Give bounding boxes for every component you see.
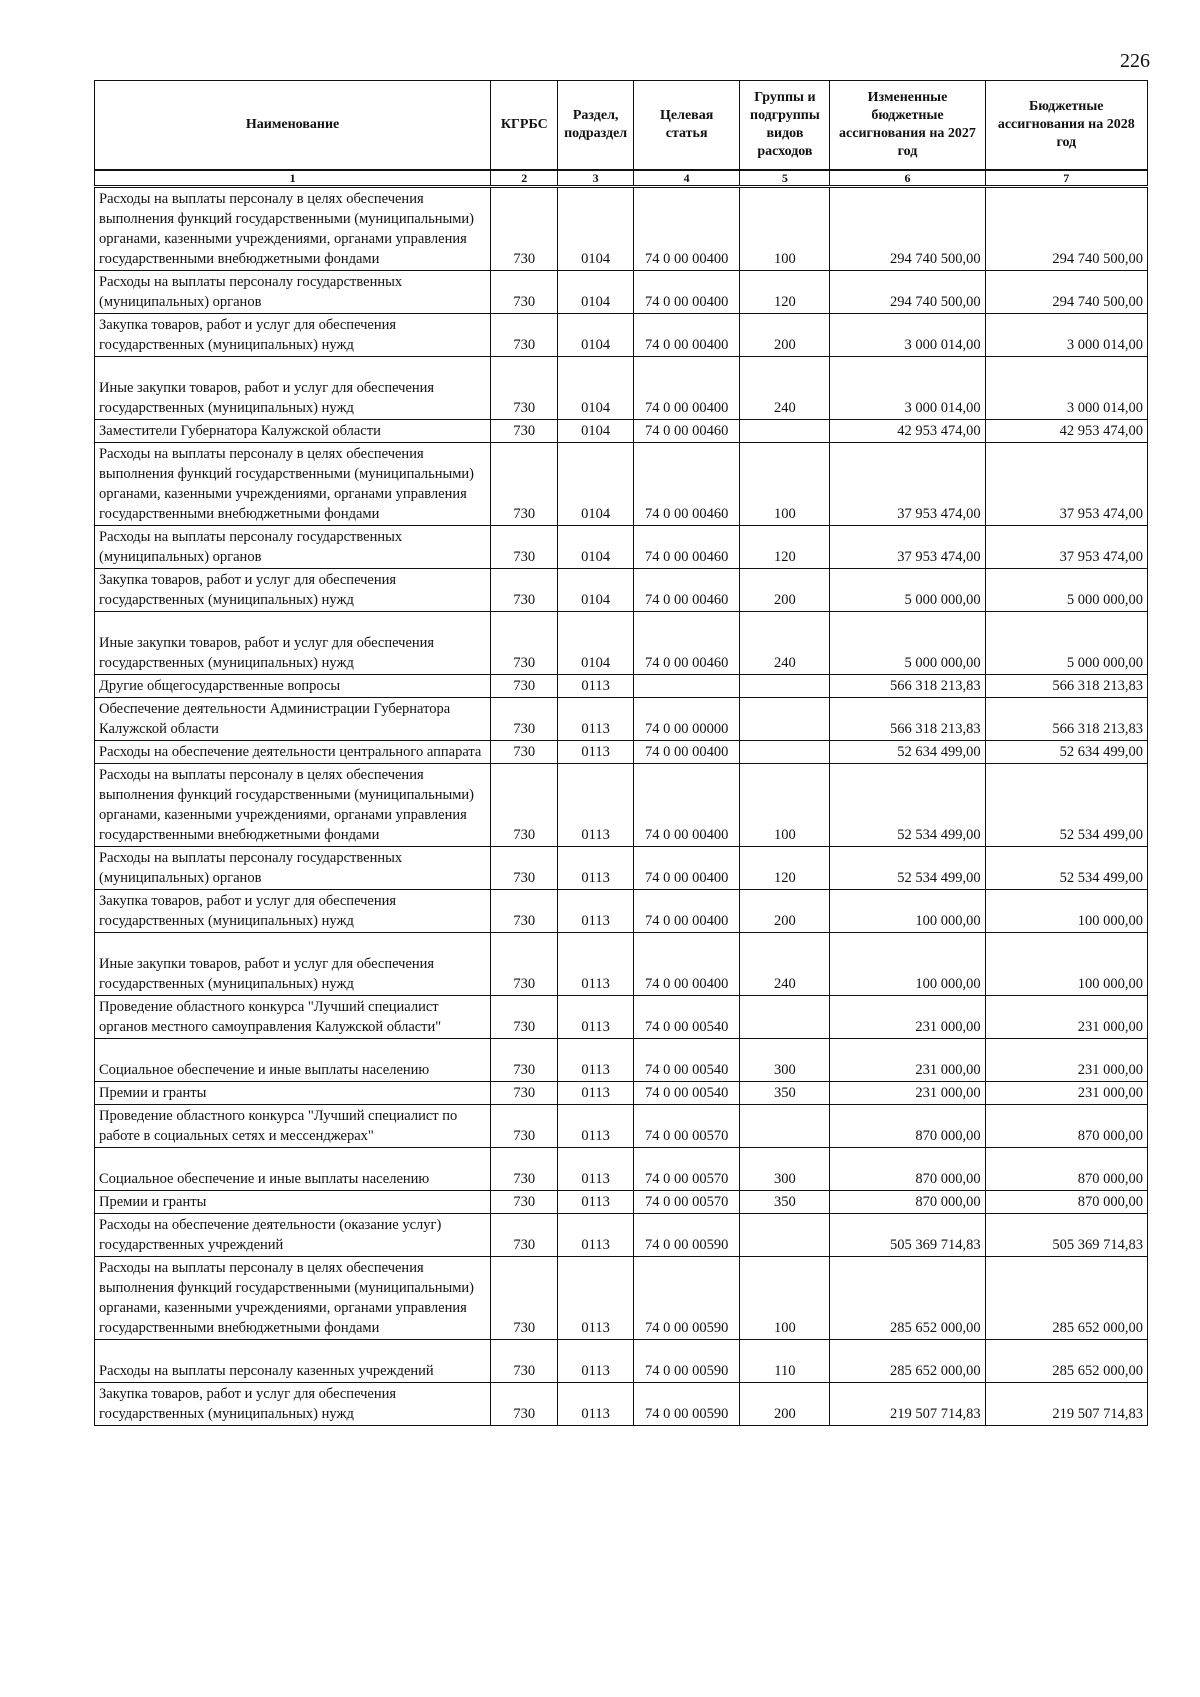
row-name: Расходы на обеспечение деятельности центрального аппарата [95, 741, 491, 764]
row-sum-2027: 37 953 474,00 [830, 526, 985, 569]
header-target-article: Целевая статья [633, 81, 740, 171]
row-razdel: 0113 [558, 675, 634, 698]
row-name: Иные закупки товаров, работ и услуг для обеспечения государственных (муниципальных) нужд [95, 612, 491, 675]
row-sum-2027: 231 000,00 [830, 996, 985, 1039]
row-name: Расходы на выплаты персоналу в целях обеспечения выполнения функций государственными (муниципальными) органами, казенными учреждениями, органами управления государственными внебюджетными фондами [95, 187, 491, 271]
row-razdel: 0104 [558, 271, 634, 314]
table-row [95, 314, 1148, 357]
header-sum-2028: Бюджетные ассигнования на 2028 год [985, 81, 1147, 171]
row-target-article: 74 0 00 00570 [633, 1191, 740, 1214]
row-expense-type: 200 [740, 569, 830, 612]
row-target-article: 74 0 00 00590 [633, 1383, 740, 1426]
table-row [95, 357, 1148, 420]
header-number: 1 [95, 170, 491, 187]
row-sum-2028: 870 000,00 [985, 1148, 1147, 1191]
row-sum-2027: 3 000 014,00 [830, 314, 985, 357]
row-name: Закупка товаров, работ и услуг для обеспечения государственных (муниципальных) нужд [95, 890, 491, 933]
row-sum-2027: 231 000,00 [830, 1082, 985, 1105]
row-expense-type [740, 741, 830, 764]
row-target-article: 74 0 00 00540 [633, 996, 740, 1039]
row-razdel: 0104 [558, 187, 634, 271]
row-sum-2028: 52 534 499,00 [985, 764, 1147, 847]
row-sum-2028: 870 000,00 [985, 1105, 1147, 1148]
row-kgrbs: 730 [491, 1214, 558, 1257]
row-name: Расходы на выплаты персоналу в целях обеспечения выполнения функций государственными (муниципальными) органами, казенными учреждениями, органами управления государственными внебюджетными фондами [95, 443, 491, 526]
row-razdel: 0113 [558, 1214, 634, 1257]
table-row [95, 996, 1148, 1039]
row-name: Иные закупки товаров, работ и услуг для обеспечения государственных (муниципальных) нужд [95, 357, 491, 420]
table-row [95, 420, 1148, 443]
row-target-article: 74 0 00 00590 [633, 1214, 740, 1257]
row-razdel: 0113 [558, 1105, 634, 1148]
table-row [95, 1082, 1148, 1105]
row-name: Премии и гранты [95, 1082, 491, 1105]
row-razdel: 0113 [558, 698, 634, 741]
row-target-article: 74 0 00 00460 [633, 569, 740, 612]
table-row [95, 741, 1148, 764]
row-name: Социальное обеспечение и иные выплаты населению [95, 1148, 491, 1191]
row-razdel: 0104 [558, 443, 634, 526]
table-row [95, 1214, 1148, 1257]
row-sum-2027: 294 740 500,00 [830, 271, 985, 314]
row-sum-2028: 52 534 499,00 [985, 847, 1147, 890]
row-sum-2028: 219 507 714,83 [985, 1383, 1147, 1426]
row-expense-type: 200 [740, 890, 830, 933]
row-kgrbs: 730 [491, 314, 558, 357]
row-kgrbs: 730 [491, 1082, 558, 1105]
row-expense-type: 100 [740, 764, 830, 847]
row-sum-2027: 231 000,00 [830, 1039, 985, 1082]
row-name: Закупка товаров, работ и услуг для обеспечения государственных (муниципальных) нужд [95, 314, 491, 357]
row-target-article: 74 0 00 00400 [633, 741, 740, 764]
row-razdel: 0113 [558, 847, 634, 890]
table-row [95, 1257, 1148, 1340]
row-name: Закупка товаров, работ и услуг для обеспечения государственных (муниципальных) нужд [95, 1383, 491, 1426]
row-sum-2028: 5 000 000,00 [985, 612, 1147, 675]
header-number: 3 [558, 170, 634, 187]
row-razdel: 0113 [558, 764, 634, 847]
row-sum-2028: 566 318 213,83 [985, 698, 1147, 741]
row-target-article [633, 675, 740, 698]
row-target-article: 74 0 00 00400 [633, 847, 740, 890]
row-razdel: 0113 [558, 1148, 634, 1191]
row-razdel: 0113 [558, 890, 634, 933]
row-target-article: 74 0 00 00000 [633, 698, 740, 741]
row-kgrbs: 730 [491, 1039, 558, 1082]
row-expense-type: 120 [740, 271, 830, 314]
row-sum-2027: 5 000 000,00 [830, 612, 985, 675]
row-kgrbs: 730 [491, 1105, 558, 1148]
row-razdel: 0104 [558, 569, 634, 612]
row-expense-type: 100 [740, 187, 830, 271]
row-name: Иные закупки товаров, работ и услуг для обеспечения государственных (муниципальных) нужд [95, 933, 491, 996]
header-numbers-row [95, 170, 1148, 187]
header-razdel: Раздел, подраздел [558, 81, 634, 171]
row-kgrbs: 730 [491, 526, 558, 569]
table-row [95, 933, 1148, 996]
row-name: Расходы на выплаты персоналу государственных (муниципальных) органов [95, 847, 491, 890]
row-sum-2027: 100 000,00 [830, 933, 985, 996]
row-name: Проведение областного конкурса "Лучший специалист органов местного самоуправления Калужской области" [95, 996, 491, 1039]
table-row [95, 1340, 1148, 1383]
row-expense-type: 240 [740, 612, 830, 675]
row-razdel: 0113 [558, 1191, 634, 1214]
row-name: Обеспечение деятельности Администрации Губернатора Калужской области [95, 698, 491, 741]
header-number: 7 [985, 170, 1147, 187]
table-row [95, 1105, 1148, 1148]
row-sum-2027: 870 000,00 [830, 1105, 985, 1148]
row-sum-2028: 100 000,00 [985, 890, 1147, 933]
row-name: Другие общегосударственные вопросы [95, 675, 491, 698]
row-sum-2027: 219 507 714,83 [830, 1383, 985, 1426]
row-sum-2028: 52 634 499,00 [985, 741, 1147, 764]
header-number: 4 [633, 170, 740, 187]
row-expense-type: 300 [740, 1039, 830, 1082]
row-kgrbs: 730 [491, 187, 558, 271]
row-kgrbs: 730 [491, 847, 558, 890]
table-row [95, 526, 1148, 569]
row-kgrbs: 730 [491, 764, 558, 847]
table-row [95, 675, 1148, 698]
row-sum-2028: 3 000 014,00 [985, 357, 1147, 420]
page-number: 226 [1120, 50, 1150, 72]
row-sum-2027: 52 534 499,00 [830, 847, 985, 890]
row-name: Расходы на выплаты персоналу в целях обеспечения выполнения функций государственными (муниципальными) органами, казенными учреждениями, органами управления государственными внебюджетными фондами [95, 1257, 491, 1340]
table-row [95, 1148, 1148, 1191]
row-target-article: 74 0 00 00400 [633, 764, 740, 847]
row-sum-2027: 52 534 499,00 [830, 764, 985, 847]
row-target-article: 74 0 00 00570 [633, 1148, 740, 1191]
row-kgrbs: 730 [491, 1257, 558, 1340]
row-target-article: 74 0 00 00460 [633, 526, 740, 569]
header-number: 2 [491, 170, 558, 187]
row-sum-2027: 5 000 000,00 [830, 569, 985, 612]
row-expense-type: 120 [740, 526, 830, 569]
header-name: Наименование [95, 81, 491, 171]
row-target-article: 74 0 00 00540 [633, 1082, 740, 1105]
row-sum-2027: 870 000,00 [830, 1191, 985, 1214]
row-kgrbs: 730 [491, 890, 558, 933]
row-name: Закупка товаров, работ и услуг для обеспечения государственных (муниципальных) нужд [95, 569, 491, 612]
table-row [95, 271, 1148, 314]
row-razdel: 0104 [558, 612, 634, 675]
budget-table [94, 80, 1148, 1426]
row-sum-2028: 505 369 714,83 [985, 1214, 1147, 1257]
row-sum-2028: 285 652 000,00 [985, 1257, 1147, 1340]
row-sum-2028: 285 652 000,00 [985, 1340, 1147, 1383]
row-razdel: 0113 [558, 741, 634, 764]
row-target-article: 74 0 00 00400 [633, 357, 740, 420]
row-razdel: 0113 [558, 1340, 634, 1383]
row-sum-2027: 37 953 474,00 [830, 443, 985, 526]
table-row [95, 569, 1148, 612]
row-sum-2027: 294 740 500,00 [830, 187, 985, 271]
table-row [95, 890, 1148, 933]
row-target-article: 74 0 00 00400 [633, 933, 740, 996]
row-kgrbs: 730 [491, 1148, 558, 1191]
row-kgrbs: 730 [491, 996, 558, 1039]
table-row [95, 698, 1148, 741]
table-row [95, 1191, 1148, 1214]
row-target-article: 74 0 00 00590 [633, 1257, 740, 1340]
row-target-article: 74 0 00 00590 [633, 1340, 740, 1383]
row-razdel: 0104 [558, 357, 634, 420]
row-expense-type: 240 [740, 933, 830, 996]
row-expense-type: 100 [740, 1257, 830, 1340]
table-row [95, 1383, 1148, 1426]
table-row [95, 764, 1148, 847]
row-target-article: 74 0 00 00400 [633, 187, 740, 271]
row-sum-2028: 231 000,00 [985, 1039, 1147, 1082]
row-sum-2027: 285 652 000,00 [830, 1257, 985, 1340]
row-expense-type [740, 1214, 830, 1257]
row-name: Расходы на обеспечение деятельности (оказание услуг) государственных учреждений [95, 1214, 491, 1257]
row-target-article: 74 0 00 00400 [633, 890, 740, 933]
header-number: 6 [830, 170, 985, 187]
table-row [95, 1039, 1148, 1082]
row-kgrbs: 730 [491, 933, 558, 996]
row-expense-type: 120 [740, 847, 830, 890]
row-kgrbs: 730 [491, 612, 558, 675]
header-row [95, 81, 1148, 171]
row-name: Расходы на выплаты персоналу государственных (муниципальных) органов [95, 271, 491, 314]
row-kgrbs: 730 [491, 698, 558, 741]
row-sum-2028: 37 953 474,00 [985, 443, 1147, 526]
row-sum-2027: 566 318 213,83 [830, 675, 985, 698]
row-expense-type: 200 [740, 314, 830, 357]
row-sum-2028: 294 740 500,00 [985, 271, 1147, 314]
table-row [95, 612, 1148, 675]
row-name: Премии и гранты [95, 1191, 491, 1214]
table-row [95, 847, 1148, 890]
row-name: Проведение областного конкурса "Лучший специалист по работе в социальных сетях и мессенджерах" [95, 1105, 491, 1148]
row-sum-2028: 566 318 213,83 [985, 675, 1147, 698]
row-sum-2028: 231 000,00 [985, 996, 1147, 1039]
row-sum-2028: 231 000,00 [985, 1082, 1147, 1105]
row-kgrbs: 730 [491, 569, 558, 612]
row-razdel: 0113 [558, 1383, 634, 1426]
row-target-article: 74 0 00 00570 [633, 1105, 740, 1148]
row-kgrbs: 730 [491, 443, 558, 526]
table-row [95, 187, 1148, 271]
table-row [95, 443, 1148, 526]
row-target-article: 74 0 00 00400 [633, 271, 740, 314]
row-sum-2027: 870 000,00 [830, 1148, 985, 1191]
row-sum-2027: 566 318 213,83 [830, 698, 985, 741]
row-kgrbs: 730 [491, 1383, 558, 1426]
row-sum-2027: 100 000,00 [830, 890, 985, 933]
row-sum-2027: 42 953 474,00 [830, 420, 985, 443]
row-sum-2027: 285 652 000,00 [830, 1340, 985, 1383]
row-target-article: 74 0 00 00400 [633, 314, 740, 357]
row-razdel: 0104 [558, 314, 634, 357]
row-kgrbs: 730 [491, 741, 558, 764]
row-expense-type [740, 1105, 830, 1148]
row-expense-type [740, 698, 830, 741]
row-sum-2027: 3 000 014,00 [830, 357, 985, 420]
row-name: Расходы на выплаты персоналу в целях обеспечения выполнения функций государственными (муниципальными) органами, казенными учреждениями, органами управления государственными внебюджетными фондами [95, 764, 491, 847]
row-expense-type: 200 [740, 1383, 830, 1426]
row-sum-2028: 870 000,00 [985, 1191, 1147, 1214]
row-target-article: 74 0 00 00540 [633, 1039, 740, 1082]
header-number: 5 [740, 170, 830, 187]
row-target-article: 74 0 00 00460 [633, 443, 740, 526]
row-name: Расходы на выплаты персоналу казенных учреждений [95, 1340, 491, 1383]
row-sum-2028: 100 000,00 [985, 933, 1147, 996]
row-razdel: 0113 [558, 996, 634, 1039]
row-expense-type: 110 [740, 1340, 830, 1383]
row-expense-type: 350 [740, 1082, 830, 1105]
row-sum-2027: 52 634 499,00 [830, 741, 985, 764]
row-expense-type [740, 675, 830, 698]
row-razdel: 0113 [558, 1257, 634, 1340]
row-target-article: 74 0 00 00460 [633, 420, 740, 443]
row-sum-2028: 5 000 000,00 [985, 569, 1147, 612]
row-sum-2028: 42 953 474,00 [985, 420, 1147, 443]
row-name: Заместители Губернатора Калужской области [95, 420, 491, 443]
row-expense-type: 300 [740, 1148, 830, 1191]
header-sum-2027: Измененные бюджетные ассигнования на 2027 год [830, 81, 985, 171]
header-kgrbs: КГРБС [491, 81, 558, 171]
row-sum-2028: 294 740 500,00 [985, 187, 1147, 271]
row-expense-type: 240 [740, 357, 830, 420]
row-expense-type: 100 [740, 443, 830, 526]
row-name: Расходы на выплаты персоналу государственных (муниципальных) органов [95, 526, 491, 569]
row-sum-2028: 37 953 474,00 [985, 526, 1147, 569]
row-expense-type [740, 420, 830, 443]
row-razdel: 0113 [558, 933, 634, 996]
row-expense-type [740, 996, 830, 1039]
row-razdel: 0104 [558, 420, 634, 443]
header-expense-type: Группы и подгруппы видов расходов [740, 81, 830, 171]
row-kgrbs: 730 [491, 271, 558, 314]
row-expense-type: 350 [740, 1191, 830, 1214]
row-razdel: 0104 [558, 526, 634, 569]
row-kgrbs: 730 [491, 357, 558, 420]
row-razdel: 0113 [558, 1039, 634, 1082]
row-name: Социальное обеспечение и иные выплаты населению [95, 1039, 491, 1082]
row-kgrbs: 730 [491, 675, 558, 698]
row-kgrbs: 730 [491, 420, 558, 443]
row-kgrbs: 730 [491, 1191, 558, 1214]
row-target-article: 74 0 00 00460 [633, 612, 740, 675]
row-razdel: 0113 [558, 1082, 634, 1105]
row-sum-2027: 505 369 714,83 [830, 1214, 985, 1257]
row-sum-2028: 3 000 014,00 [985, 314, 1147, 357]
row-kgrbs: 730 [491, 1340, 558, 1383]
